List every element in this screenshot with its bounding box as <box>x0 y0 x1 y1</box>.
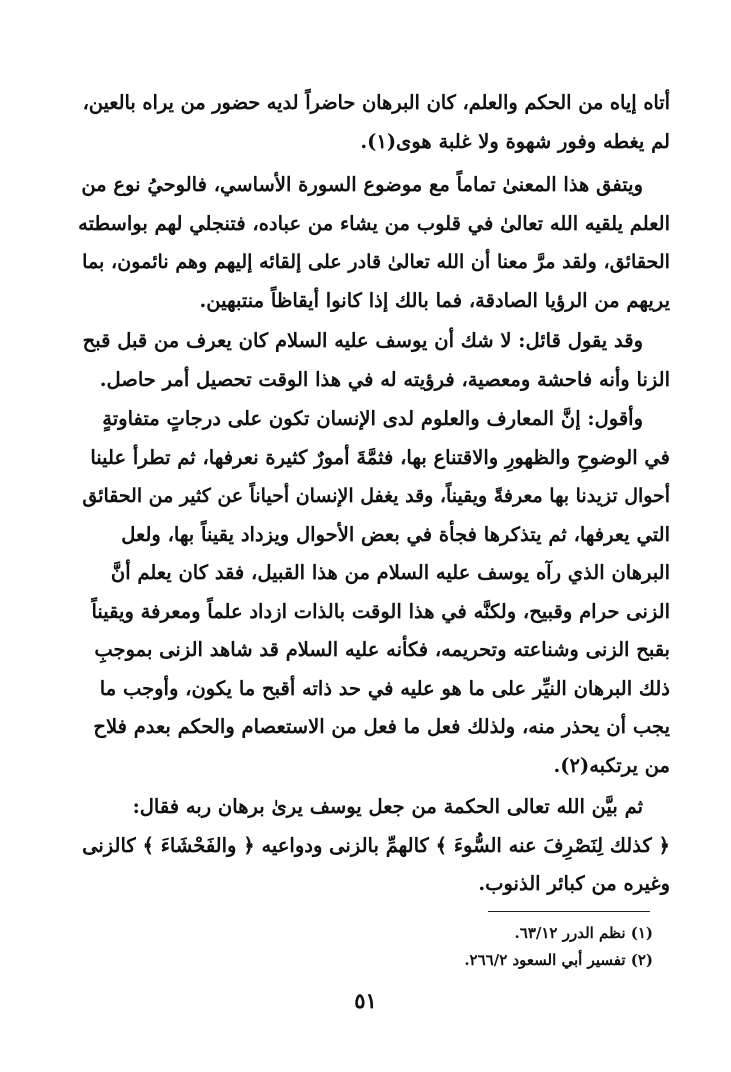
footnotes <box>253 920 653 974</box>
text-line: البرهان الذي رآه يوسف عليه السلام من هذا القبيل، فقد كان يعلم أنَّ <box>110 561 670 584</box>
paragraph-5 <box>76 788 670 904</box>
text-line: لم يغطه وفور شهوة ولا غلبة هوى(١). <box>360 129 670 153</box>
text-line: الزنا وأنه فاحشة ومعصية، فرؤيته له في هذا الوقت تحصيل أمر حاصل. <box>99 367 670 391</box>
text-line: ﴿ كذلك لِنَصْرِفَ عنه السُّوءَ ﴾ كالهمِّ بالزنى ودواعيه ﴿ والفَحْشَاءَ ﴾ كالزنى <box>82 833 670 857</box>
text-line: أتاه إياه من الحكم والعلم، كان البرهان حاضراً لديه حضور من يراه بالعين، <box>82 91 670 114</box>
footnote-1: (١) نظم الدرر ٦٣/١٢. <box>514 924 653 942</box>
paragraph-2 <box>76 166 670 320</box>
text-line: وأقول: إنَّ المعارف والعلوم لدى الإنسان تكون على درجاتٍ متفاوتةٍ <box>102 407 643 430</box>
paragraph-4 <box>76 400 670 785</box>
paragraph-3 <box>76 322 670 399</box>
text-line: ويتفق هذا المعنىٰ تماماً مع موضوع السورة الأساسي، فالوحيُ نوع من <box>81 173 643 196</box>
text-line: وغيره من كبائر الذنوب. <box>478 872 670 895</box>
text-line: من يرتكبه(٢). <box>553 753 670 777</box>
paragraph-1 <box>76 84 670 161</box>
footnote-divider <box>488 911 650 912</box>
text-line: ذلك البرهان النيِّر على ما هو عليه في حد ذاته أقبح ما يكون، وأوجب ما <box>99 676 670 700</box>
text-line: ثم بيَّن الله تعالى الحكمة من جعل يوسف يرىٰ برهان ربه فقال: <box>132 795 643 818</box>
page-number: ٥١ <box>354 988 377 1013</box>
text-line: في الوضوحِ والظهورِ والاقتناع بها، فثمَّةَ أمورٌ كثيرة نعرفها، ثم تطرأ علينا <box>90 445 670 469</box>
text-line: العلم يلقيه الله تعالىٰ في قلوب من يشاء من عباده، فتنجلي لهم بواسطته <box>78 211 670 235</box>
text-line: أحوال تزيدنا بها معرفةً ويقيناً، وقد يغفل الإنسان أحياناً عن كثير من الحقائق <box>82 485 670 507</box>
text-line: بقبح الزنى وشناعته وتحريمه، فكأنه عليه السلام قد شاهد الزنى بموجبِ <box>94 638 670 661</box>
text-line: وقد يقول قائل: لا شك أن يوسف عليه السلام كان يعرف من قبل قبح <box>82 329 643 352</box>
text-line: يجب أن يحذر منه، ولذلك فعل ما فعل من الاستعصام والحكم بعدم فلاح <box>93 715 670 738</box>
text-line: الزنى حرام وقبيح، ولكنَّه في هذا الوقت بالذات ازداد علماً ومعرفة ويقيناً <box>91 599 670 623</box>
text-line: يريهم من الرؤيا الصادقة، فما بالك إذا كانوا أيقاظاً منتبهين. <box>199 288 670 312</box>
footnote-2: (٢) تفسير أبي السعود ٢٦٦/٢. <box>464 951 653 969</box>
text-line: الحقائق، ولقد مرَّ معنا أن الله تعالىٰ قادر على إلقائه إليهم وهم نائمون، بما <box>82 250 670 273</box>
text-line: التي يعرفها، ثم يتذكرها فجأة في بعض الأحوال ويزداد يقيناً بها، ولعل <box>121 522 670 546</box>
